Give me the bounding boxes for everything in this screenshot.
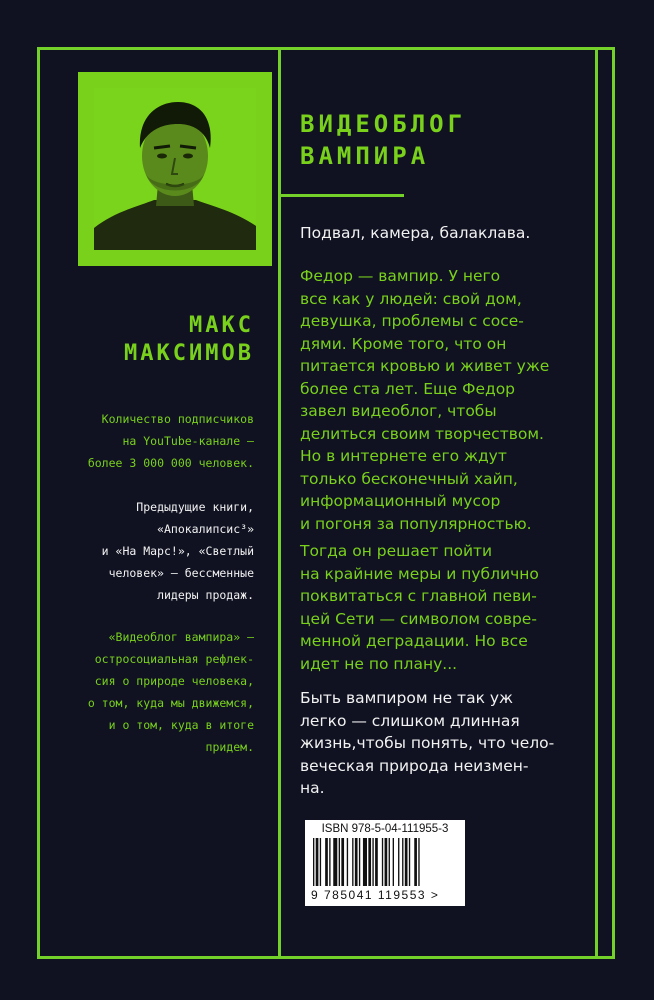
author-photo-frame: [78, 72, 272, 266]
description-line: поквитаться с главной певи-: [300, 587, 537, 605]
description-line: завел видеоблог, чтобы: [300, 402, 497, 420]
barcode-bar: [339, 838, 340, 886]
isbn-barcode: [305, 820, 465, 906]
barcode-bar: [329, 838, 330, 886]
description-line: Быть вампиром не так уж: [300, 689, 513, 707]
description-paragraph-2: [300, 265, 590, 535]
barcode-bar: [320, 838, 321, 886]
description-paragraph-1: [300, 222, 590, 245]
author-last-name: МАКСИМОВ: [124, 341, 254, 366]
barcode-bar: [359, 838, 360, 886]
book-title-line-2: ВАМПИРА: [300, 142, 430, 170]
blurb-line: человек» — бессменные: [108, 566, 254, 580]
barcode-bar: [375, 838, 378, 886]
barcode-bar: [347, 838, 348, 886]
description-line: Но в интернете его ждут: [300, 447, 507, 465]
blurb-line: «Видеоблог вампира» —: [108, 630, 254, 644]
blurb-line: Количество подписчиков: [101, 412, 254, 426]
description-line: и погоня за популярностью.: [300, 514, 532, 533]
author-photo: [94, 88, 256, 250]
barcode-bar: [363, 838, 367, 886]
description-line: Тогда он решает пойти: [300, 542, 493, 560]
blurb-line: и «На Марс!», «Светлый: [101, 544, 254, 558]
description-line: менной деградации. Но все: [300, 632, 528, 650]
barcode-bar: [316, 838, 319, 886]
author-portrait-illustration: [94, 88, 256, 250]
blurb-line: о том, куда мы движемся,: [87, 696, 254, 710]
author-first-name: МАКС: [189, 313, 254, 338]
blurb-line: и о том, куда в итоге: [108, 718, 254, 732]
blurb-line: лидеры продаж.: [157, 588, 254, 602]
description-line: питается кровью и живет уже: [300, 357, 550, 375]
barcode-digits: 9 785041 119553 >: [311, 888, 440, 902]
divider-left: [278, 47, 281, 959]
description-line: идет не по плану...: [300, 654, 458, 673]
description-paragraph-3: [300, 540, 590, 675]
description-line: делиться своим творчеством.: [300, 424, 544, 443]
description-line: на крайние меры и публично: [300, 564, 539, 583]
barcode-bar: [389, 838, 390, 886]
description-line: информационный мусор: [300, 492, 501, 510]
blurb-line: Предыдущие книги,: [136, 500, 254, 514]
blurb-line: «Апокалипсис³»: [157, 522, 254, 536]
book-title: [300, 108, 466, 172]
barcode-bar: [414, 838, 417, 886]
description-line: цей Сети — символом совре-: [300, 609, 537, 628]
barcode-bar: [352, 838, 353, 886]
description-line: легко — слишком длинная: [300, 711, 520, 730]
description-line: девушка, проблемы с сосе-: [300, 312, 524, 330]
barcode-bar: [382, 838, 383, 886]
book-summary-blurb: [88, 626, 254, 758]
title-underline: [278, 194, 404, 197]
description-line: только бесконечный хайп,: [300, 469, 518, 488]
description-line: жизнь,чтобы понять, что чело-: [300, 734, 555, 752]
blurb-line: на YouTube-канале —: [122, 434, 254, 448]
barcode-bar: [333, 838, 337, 886]
blurb-line: сия о природе человека,: [94, 674, 254, 688]
barcode-bar: [418, 838, 419, 886]
previous-books-blurb: [102, 496, 254, 606]
description-line: Федор — вампир. У него: [300, 267, 501, 285]
barcode-bar: [402, 838, 403, 886]
barcode-bar: [385, 838, 388, 886]
barcode-bar: [313, 838, 314, 886]
barcode-bar: [393, 838, 394, 886]
barcode-bar: [341, 838, 344, 886]
description-line: дями. Кроме того, что он: [300, 334, 507, 353]
barcode-bar: [398, 838, 399, 886]
author-name: [124, 312, 254, 368]
barcode-bar: [325, 838, 328, 886]
barcode-bar: [409, 838, 410, 886]
book-title-line-1: ВИДЕОБЛОГ: [300, 110, 467, 138]
blurb-line: остросоциальная рефлек-: [94, 652, 254, 666]
divider-right: [595, 47, 598, 959]
description-line: веческая природа неизмен-: [300, 756, 529, 775]
blurb-line: придем.: [205, 740, 254, 754]
subscribers-blurb: [88, 408, 254, 474]
barcode-bar: [355, 838, 358, 886]
barcode-bar: [405, 838, 408, 886]
description-line: Подвал, камера, балаклава.: [300, 224, 531, 242]
description-line: более ста лет. Еще Федор: [300, 379, 516, 398]
isbn-label: ISBN 978-5-04-111955-3: [321, 823, 449, 835]
barcode-bar: [368, 838, 371, 886]
blurb-line: более 3 000 000 человек.: [87, 456, 254, 470]
description-paragraph-4: [300, 687, 590, 800]
description-line: все как у людей: свой дом,: [300, 289, 522, 308]
barcode-bar: [372, 838, 373, 886]
description-line: на.: [300, 779, 325, 797]
barcode-bars: [311, 838, 459, 886]
